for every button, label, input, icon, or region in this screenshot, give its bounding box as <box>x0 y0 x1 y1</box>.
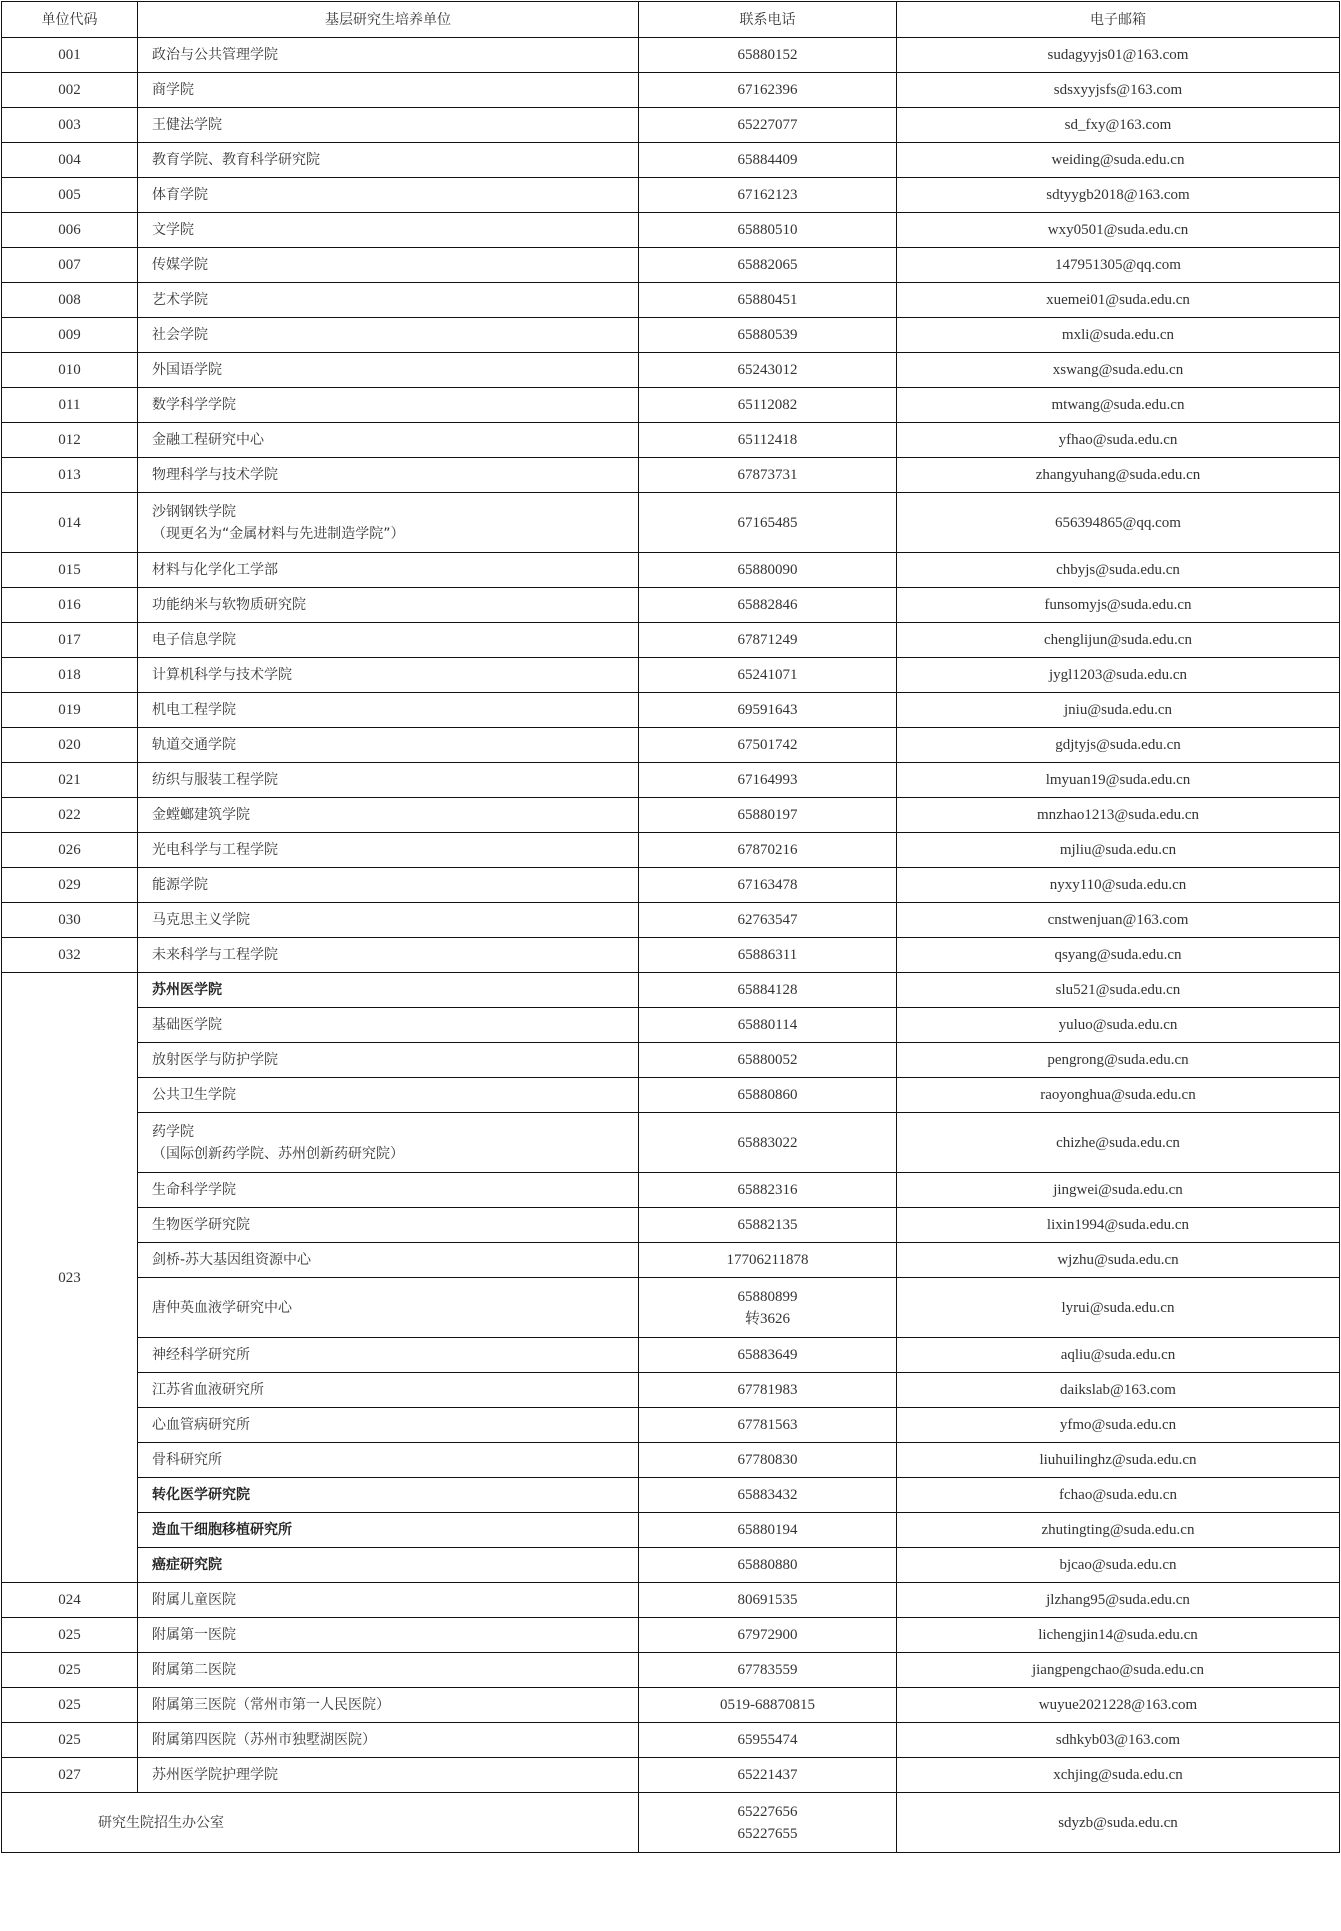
unit-name: 体育学院 <box>138 178 639 213</box>
unit-name-line: （现更名为“金属材料与先进制造学院”） <box>152 525 405 542</box>
phone: 65880539 <box>639 318 897 353</box>
unit-name: 文学院 <box>138 213 639 248</box>
phone: 65221437 <box>639 1758 897 1793</box>
unit-code: 001 <box>2 38 138 73</box>
email[interactable]: yfhao@suda.edu.cn <box>897 423 1340 458</box>
email[interactable]: lixin1994@suda.edu.cn <box>897 1208 1340 1243</box>
email[interactable]: lmyuan19@suda.edu.cn <box>897 763 1340 798</box>
unit-name: 马克思主义学院 <box>138 903 639 938</box>
table-row <box>2 143 1340 178</box>
phone: 67162123 <box>639 178 897 213</box>
unit-name: 放射医学与防护学院 <box>138 1043 639 1078</box>
email[interactable]: gdjtyjs@suda.edu.cn <box>897 728 1340 763</box>
phone: 67781983 <box>639 1373 897 1408</box>
table-row <box>2 1408 1340 1443</box>
table-row <box>2 1078 1340 1113</box>
header-row <box>2 2 1340 38</box>
unit-code: 030 <box>2 903 138 938</box>
email[interactable]: sudagyyjs01@163.com <box>897 38 1340 73</box>
email[interactable]: raoyonghua@suda.edu.cn <box>897 1078 1340 1113</box>
table-row <box>2 248 1340 283</box>
unit-name: 王健法学院 <box>138 108 639 143</box>
unit-name: 纺织与服装工程学院 <box>138 763 639 798</box>
table-row-office <box>2 1793 1340 1853</box>
table-row <box>2 1548 1340 1583</box>
phone: 65884409 <box>639 143 897 178</box>
table-row <box>2 658 1340 693</box>
table-row <box>2 1583 1340 1618</box>
unit-name: 材料与化学化工学部 <box>138 553 639 588</box>
table-row <box>2 728 1340 763</box>
table-row <box>2 1723 1340 1758</box>
phone: 65243012 <box>639 353 897 388</box>
email[interactable]: wxy0501@suda.edu.cn <box>897 213 1340 248</box>
email[interactable]: aqliu@suda.edu.cn <box>897 1338 1340 1373</box>
table-row <box>2 798 1340 833</box>
unit-code: 017 <box>2 623 138 658</box>
unit-name: 转化医学研究院 <box>138 1478 639 1513</box>
unit-code: 005 <box>2 178 138 213</box>
phone: 67972900 <box>639 1618 897 1653</box>
email[interactable]: sd_fxy@163.com <box>897 108 1340 143</box>
unit-name: 计算机科学与技术学院 <box>138 658 639 693</box>
unit-code: 026 <box>2 833 138 868</box>
table-row <box>2 1173 1340 1208</box>
phone: 65882065 <box>639 248 897 283</box>
phone: 67871249 <box>639 623 897 658</box>
email[interactable]: mxli@suda.edu.cn <box>897 318 1340 353</box>
unit-name: 附属第三医院（常州市第一人民医院） <box>138 1688 639 1723</box>
unit-name: 政治与公共管理学院 <box>138 38 639 73</box>
table-row <box>2 553 1340 588</box>
phone: 65880197 <box>639 798 897 833</box>
phone: 65112082 <box>639 388 897 423</box>
email[interactable]: cnstwenjuan@163.com <box>897 903 1340 938</box>
unit-name: 社会学院 <box>138 318 639 353</box>
phone: 65880090 <box>639 553 897 588</box>
table-row <box>2 1618 1340 1653</box>
unit-code: 015 <box>2 553 138 588</box>
email[interactable]: weiding@suda.edu.cn <box>897 143 1340 178</box>
unit-name: 苏州医学院 <box>138 973 639 1008</box>
phone: 67162396 <box>639 73 897 108</box>
email[interactable]: xuemei01@suda.edu.cn <box>897 283 1340 318</box>
email[interactable]: jlzhang95@suda.edu.cn <box>897 1583 1340 1618</box>
unit-code: 022 <box>2 798 138 833</box>
phone: 65882846 <box>639 588 897 623</box>
unit-name <box>138 1113 639 1173</box>
header-phone: 联系电话 <box>639 2 897 38</box>
unit-name: 生物医学研究院 <box>138 1208 639 1243</box>
phone: 67780830 <box>639 1443 897 1478</box>
unit-name: 光电科学与工程学院 <box>138 833 639 868</box>
header-unit: 基层研究生培养单位 <box>138 2 639 38</box>
phone: 65884128 <box>639 973 897 1008</box>
unit-code: 018 <box>2 658 138 693</box>
unit-name: 基础医学院 <box>138 1008 639 1043</box>
unit-name: 电子信息学院 <box>138 623 639 658</box>
table-row <box>2 938 1340 973</box>
unit-name: 剑桥-苏大基因组资源中心 <box>138 1243 639 1278</box>
phone-line: 转3626 <box>744 1310 790 1327</box>
table-row <box>2 1758 1340 1793</box>
table-row <box>2 1688 1340 1723</box>
unit-name: 造血干细胞移植研究所 <box>138 1513 639 1548</box>
unit-code: 019 <box>2 693 138 728</box>
phone: 0519-68870815 <box>639 1688 897 1723</box>
unit-name: 机电工程学院 <box>138 693 639 728</box>
unit-name-line: 药学院 <box>152 1123 194 1140</box>
table-row <box>2 1373 1340 1408</box>
unit-name: 附属儿童医院 <box>138 1583 639 1618</box>
unit-code: 003 <box>2 108 138 143</box>
table-row <box>2 1513 1340 1548</box>
email[interactable]: jingwei@suda.edu.cn <box>897 1173 1340 1208</box>
table-row <box>2 868 1340 903</box>
phone: 65880114 <box>639 1008 897 1043</box>
phone: 67164993 <box>639 763 897 798</box>
unit-code: 007 <box>2 248 138 283</box>
email[interactable]: jniu@suda.edu.cn <box>897 693 1340 728</box>
table-row <box>2 388 1340 423</box>
unit-name: 外国语学院 <box>138 353 639 388</box>
table-row <box>2 1208 1340 1243</box>
table-row <box>2 588 1340 623</box>
phone-line: 65227655 <box>737 1825 798 1842</box>
unit-name: 未来科学与工程学院 <box>138 938 639 973</box>
office-name: 研究生院招生办公室 <box>2 1793 639 1853</box>
table-row <box>2 1113 1340 1173</box>
email[interactable]: zhutingting@suda.edu.cn <box>897 1513 1340 1548</box>
table-row <box>2 1653 1340 1688</box>
unit-code: 025 <box>2 1618 138 1653</box>
table-row <box>2 1243 1340 1278</box>
phone <box>639 1278 897 1338</box>
table-row <box>2 1478 1340 1513</box>
table-row <box>2 283 1340 318</box>
email[interactable]: lyrui@suda.edu.cn <box>897 1278 1340 1338</box>
table-row <box>2 693 1340 728</box>
email[interactable]: funsomyjs@suda.edu.cn <box>897 588 1340 623</box>
contact-table <box>1 1 1340 1853</box>
phone: 67163478 <box>639 868 897 903</box>
phone: 65880860 <box>639 1078 897 1113</box>
unit-code: 024 <box>2 1583 138 1618</box>
unit-name: 骨科研究所 <box>138 1443 639 1478</box>
unit-name: 数学科学学院 <box>138 388 639 423</box>
table-row <box>2 833 1340 868</box>
unit-name: 苏州医学院护理学院 <box>138 1758 639 1793</box>
email[interactable]: zhangyuhang@suda.edu.cn <box>897 458 1340 493</box>
email[interactable]: sdyzb@suda.edu.cn <box>897 1793 1340 1853</box>
unit-name: 艺术学院 <box>138 283 639 318</box>
unit-code: 025 <box>2 1723 138 1758</box>
unit-code: 006 <box>2 213 138 248</box>
unit-name: 附属第一医院 <box>138 1618 639 1653</box>
phone: 67783559 <box>639 1653 897 1688</box>
email[interactable]: pengrong@suda.edu.cn <box>897 1043 1340 1078</box>
table-row <box>2 73 1340 108</box>
unit-code: 008 <box>2 283 138 318</box>
email[interactable]: 147951305@qq.com <box>897 248 1340 283</box>
email[interactable]: sdhkyb03@163.com <box>897 1723 1340 1758</box>
phone: 67165485 <box>639 493 897 553</box>
email[interactable]: wuyue2021228@163.com <box>897 1688 1340 1723</box>
phone: 67781563 <box>639 1408 897 1443</box>
unit-name: 能源学院 <box>138 868 639 903</box>
phone: 65880194 <box>639 1513 897 1548</box>
unit-name: 物理科学与技术学院 <box>138 458 639 493</box>
table-row <box>2 458 1340 493</box>
email[interactable]: xswang@suda.edu.cn <box>897 353 1340 388</box>
unit-name: 神经科学研究所 <box>138 1338 639 1373</box>
email[interactable]: daikslab@163.com <box>897 1373 1340 1408</box>
phone: 65880052 <box>639 1043 897 1078</box>
table-row <box>2 1443 1340 1478</box>
unit-name: 江苏省血液研究所 <box>138 1373 639 1408</box>
unit-code: 016 <box>2 588 138 623</box>
unit-code: 029 <box>2 868 138 903</box>
phone: 65883649 <box>639 1338 897 1373</box>
email[interactable]: fchao@suda.edu.cn <box>897 1478 1340 1513</box>
table-row <box>2 973 1340 1008</box>
email[interactable]: yuluo@suda.edu.cn <box>897 1008 1340 1043</box>
phone: 65880152 <box>639 38 897 73</box>
email[interactable]: liuhuilinghz@suda.edu.cn <box>897 1443 1340 1478</box>
unit-code: 025 <box>2 1688 138 1723</box>
unit-code: 011 <box>2 388 138 423</box>
table-body <box>2 38 1340 1853</box>
table-row <box>2 623 1340 658</box>
phone: 67870216 <box>639 833 897 868</box>
unit-name-line: （国际创新药学院、苏州创新药研究院） <box>152 1145 404 1162</box>
unit-name: 传媒学院 <box>138 248 639 283</box>
email[interactable]: qsyang@suda.edu.cn <box>897 938 1340 973</box>
phone: 69591643 <box>639 693 897 728</box>
phone: 65882135 <box>639 1208 897 1243</box>
unit-name: 癌症研究院 <box>138 1548 639 1583</box>
unit-code: 013 <box>2 458 138 493</box>
email[interactable]: bjcao@suda.edu.cn <box>897 1548 1340 1583</box>
email[interactable]: xchjing@suda.edu.cn <box>897 1758 1340 1793</box>
table-row <box>2 38 1340 73</box>
email[interactable]: chizhe@suda.edu.cn <box>897 1113 1340 1173</box>
phone-line: 65227656 <box>737 1803 798 1820</box>
phone: 65112418 <box>639 423 897 458</box>
email[interactable]: mjliu@suda.edu.cn <box>897 833 1340 868</box>
table-row <box>2 1043 1340 1078</box>
unit-name: 公共卫生学院 <box>138 1078 639 1113</box>
header-code: 单位代码 <box>2 2 138 38</box>
phone: 65886311 <box>639 938 897 973</box>
table-row <box>2 108 1340 143</box>
table-row <box>2 493 1340 553</box>
unit-name: 附属第四医院（苏州市独墅湖医院） <box>138 1723 639 1758</box>
unit-name <box>138 493 639 553</box>
phone: 80691535 <box>639 1583 897 1618</box>
unit-name: 轨道交通学院 <box>138 728 639 763</box>
unit-name: 附属第二医院 <box>138 1653 639 1688</box>
unit-code: 009 <box>2 318 138 353</box>
email[interactable]: slu521@suda.edu.cn <box>897 973 1340 1008</box>
unit-name: 唐仲英血液学研究中心 <box>138 1278 639 1338</box>
email[interactable]: sdtyygb2018@163.com <box>897 178 1340 213</box>
phone: 65880510 <box>639 213 897 248</box>
unit-code: 023 <box>2 973 138 1583</box>
unit-name: 功能纳米与软物质研究院 <box>138 588 639 623</box>
unit-code: 014 <box>2 493 138 553</box>
unit-name: 金螳螂建筑学院 <box>138 798 639 833</box>
unit-code: 012 <box>2 423 138 458</box>
unit-name: 金融工程研究中心 <box>138 423 639 458</box>
email[interactable]: jygl1203@suda.edu.cn <box>897 658 1340 693</box>
unit-code: 004 <box>2 143 138 178</box>
unit-code: 027 <box>2 1758 138 1793</box>
phone: 65883432 <box>639 1478 897 1513</box>
phone: 67873731 <box>639 458 897 493</box>
email[interactable]: wjzhu@suda.edu.cn <box>897 1243 1340 1278</box>
unit-code: 020 <box>2 728 138 763</box>
email[interactable]: nyxy110@suda.edu.cn <box>897 868 1340 903</box>
table-row <box>2 903 1340 938</box>
table-row <box>2 763 1340 798</box>
phone: 65880880 <box>639 1548 897 1583</box>
phone <box>639 1793 897 1853</box>
table-row <box>2 1008 1340 1043</box>
phone: 65227077 <box>639 108 897 143</box>
email[interactable]: yfmo@suda.edu.cn <box>897 1408 1340 1443</box>
table-row <box>2 213 1340 248</box>
phone: 65882316 <box>639 1173 897 1208</box>
email[interactable]: sdsxyyjsfs@163.com <box>897 73 1340 108</box>
email[interactable]: jiangpengchao@suda.edu.cn <box>897 1653 1340 1688</box>
table-row <box>2 1278 1340 1338</box>
email[interactable]: mtwang@suda.edu.cn <box>897 388 1340 423</box>
phone: 65241071 <box>639 658 897 693</box>
phone: 65880451 <box>639 283 897 318</box>
header-email: 电子邮箱 <box>897 2 1340 38</box>
table-row <box>2 318 1340 353</box>
email[interactable]: chenglijun@suda.edu.cn <box>897 623 1340 658</box>
table-row <box>2 178 1340 213</box>
unit-code: 021 <box>2 763 138 798</box>
unit-code: 032 <box>2 938 138 973</box>
email[interactable]: lichengjin14@suda.edu.cn <box>897 1618 1340 1653</box>
email[interactable]: 656394865@qq.com <box>897 493 1340 553</box>
phone: 65955474 <box>639 1723 897 1758</box>
table-row <box>2 423 1340 458</box>
table-row <box>2 353 1340 388</box>
unit-code: 025 <box>2 1653 138 1688</box>
unit-name: 教育学院、教育科学研究院 <box>138 143 639 178</box>
email[interactable]: chbyjs@suda.edu.cn <box>897 553 1340 588</box>
email[interactable]: mnzhao1213@suda.edu.cn <box>897 798 1340 833</box>
unit-name-line: 沙钢钢铁学院 <box>152 503 236 520</box>
phone: 67501742 <box>639 728 897 763</box>
phone: 65883022 <box>639 1113 897 1173</box>
unit-name: 商学院 <box>138 73 639 108</box>
unit-code: 002 <box>2 73 138 108</box>
phone: 17706211878 <box>639 1243 897 1278</box>
unit-name: 心血管病研究所 <box>138 1408 639 1443</box>
unit-code: 010 <box>2 353 138 388</box>
unit-name: 生命科学学院 <box>138 1173 639 1208</box>
phone-line: 65880899 <box>737 1288 798 1305</box>
table-row <box>2 1338 1340 1373</box>
phone: 62763547 <box>639 903 897 938</box>
